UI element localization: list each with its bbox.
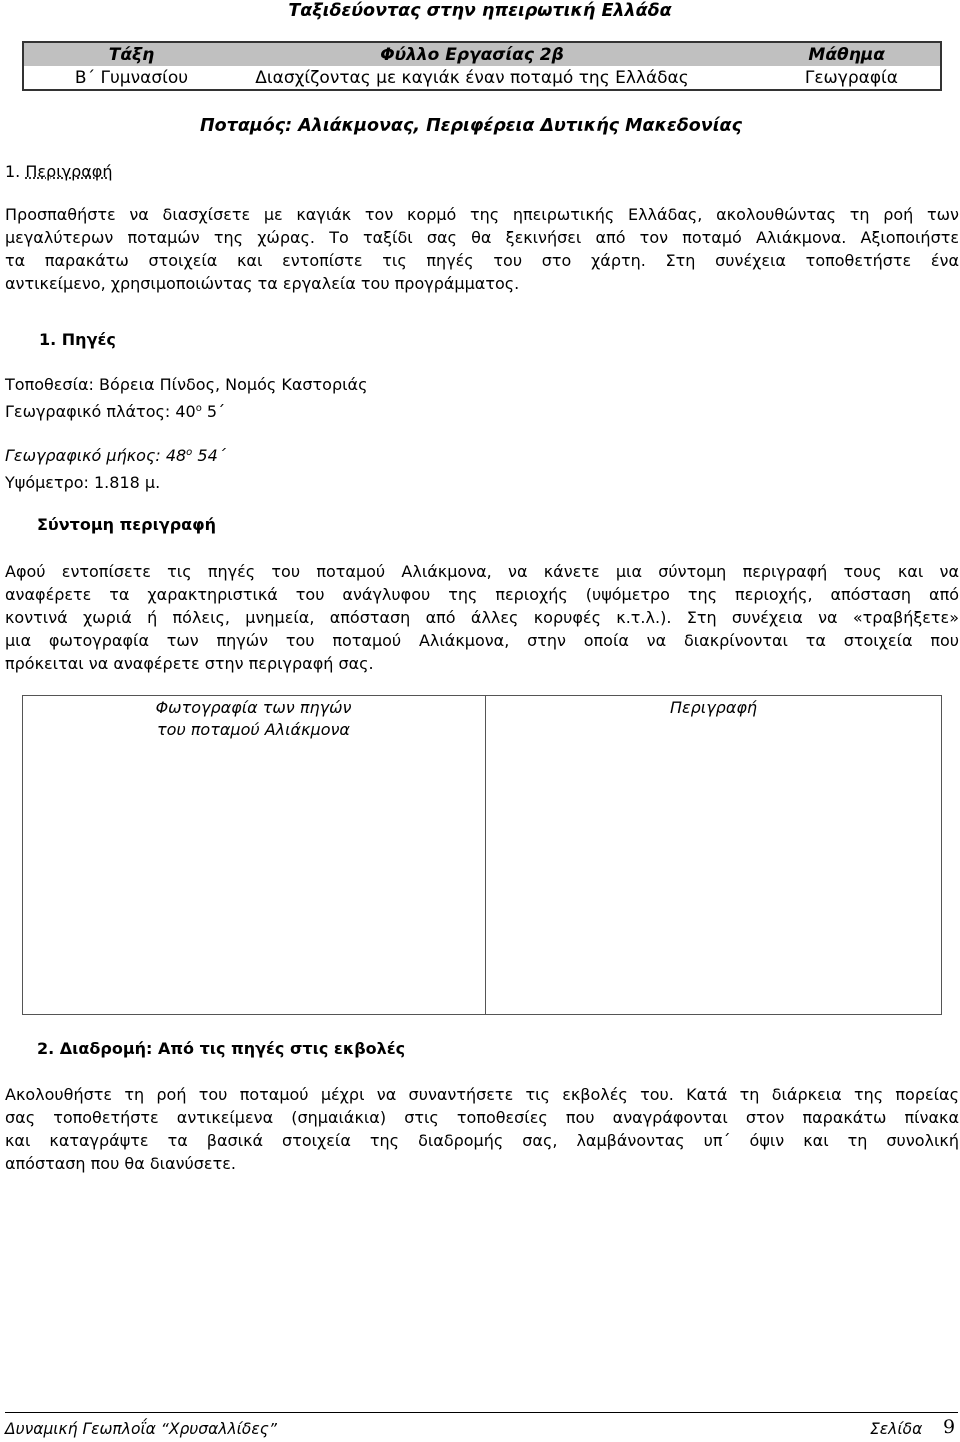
value-cell-worksheet: Διασχίζοντας με καγιάκ έναν ποταμό της Ελλάδας (255, 67, 689, 88)
altitude-text: Υψόμετρο: 1.818 μ. (5, 473, 161, 492)
footer-title: Δυναμική Γεωπλοΐα “Χρυσαλλίδες” (5, 1420, 277, 1438)
value-cell-class: Β΄ Γυμνασίου (74, 67, 189, 88)
table-divider (485, 695, 486, 1015)
river-title: Ποταμός: Αλιάκμονας, Περιφέρεια Δυτικής Μακεδονίας (200, 116, 742, 136)
photo-column-header (22, 697, 485, 741)
location-text: Τοποθεσία: Βόρεια Πίνδος, Νομός Καστοριάς (5, 375, 368, 394)
degree-sup: o (186, 447, 193, 458)
route-line: σας τοποθετήστε αντικείμενα (σημαιάκια) στις τοποθεσίες που αναγράφονται στον παρακάτω πίνακα (5, 1108, 959, 1127)
short-description-paragraph (5, 560, 959, 675)
task-line: κοντινά χωριά ή πόλεις, μνημεία, απόσταση από άλλες κορυφές κ.τ.λ.). Στη συνέχεια να «τραβήξετε» (5, 608, 959, 627)
route-title: Διαδρομή: Από τις πηγές στις εκβολές (59, 1039, 406, 1058)
latitude-label: Γεωγραφικό πλάτος: 40 (5, 402, 196, 421)
header-table-header-row (23, 42, 941, 66)
footer-page-number: 9 (943, 1416, 956, 1438)
footer-page-label: Σελίδα (870, 1420, 923, 1438)
photo-description-table (22, 695, 942, 1015)
longitude-text (5, 442, 226, 467)
header-table (22, 41, 942, 91)
route-line: απόσταση που θα διανύσετε. (5, 1154, 236, 1173)
task-line: αναφέρετε τα χαρακτηριστικά του ανάγλυφου της περιοχής (υψόμετρο της περιοχής, απόσταση από (5, 585, 959, 604)
route-heading (37, 1038, 405, 1060)
degree-sup: o (195, 403, 202, 414)
section-1-heading (5, 161, 112, 183)
header-cell-class: Τάξη (23, 42, 239, 66)
photo-header-line-1: Φωτογραφία των πηγών (155, 698, 352, 717)
route-line: Ακολουθήστε τη ροή του ποταμού μέχρι να συναντήσετε τις εκβολές του. Κατά τη διάρκεια της πορείας (5, 1085, 959, 1104)
route-line: και καταγράψτε τα βασικά στοιχεία της διαδρομής σας, λαμβάνοντας υπ΄ όψιν και τη συνολική (5, 1131, 959, 1150)
task-line: πρόκειται να αναφέρετε στην περιγραφή σας. (5, 654, 374, 673)
photo-header-line-2: του ποταμού Αλιάκμονα (157, 720, 350, 739)
header-cell-worksheet: Φύλλο Εργασίας 2β (239, 42, 705, 66)
description-column-header: Περιγραφή (669, 698, 758, 717)
section-1-title: Περιγραφή (25, 162, 113, 181)
document-title: Ταξιδεύοντας στην ηπειρωτική Ελλάδα (288, 1, 672, 21)
longitude-minutes: 54΄ (192, 446, 226, 465)
header-cell-subject: Μάθημα (705, 42, 941, 66)
value-cell-subject: Γεωγραφία (804, 67, 898, 88)
task-line: Αφού εντοπίσετε τις πηγές του ποταμού Αλιάκμονα, να κάνετε μια σύντομη περιγραφή τους και να (5, 562, 959, 581)
header-table-value-row (23, 66, 941, 90)
intro-line: αντικείμενο, χρησιμοποιώντας τα εργαλεία του προγράμματος. (5, 274, 520, 293)
short-description-heading: Σύντομη περιγραφή (37, 515, 217, 534)
footer-rule (5, 1412, 958, 1413)
intro-line: μεγαλύτερων ποταμών της χώρας. Το ταξίδι σας θα ξεκινήσει από τον ποταμό Αλιάκμονα. Αξιοποιήστε (5, 228, 959, 247)
section-1-number: 1. (5, 162, 21, 181)
longitude-label: Γεωγραφικό μήκος: 48 (5, 446, 187, 465)
sources-heading: 1. Πηγές (39, 330, 116, 349)
intro-line: τα παρακάτω στοιχεία και εντοπίστε τις πηγές του στο χάρτη. Στη συνέχεια τοποθετήστε ένα (5, 251, 959, 270)
task-line: μια φωτογραφία των πηγών του ποταμού Αλιάκμονα, στην οποία να διακρίνονται τα στοιχεία που (5, 631, 959, 650)
latitude-text (5, 398, 225, 423)
latitude-minutes: 5΄ (201, 402, 226, 421)
route-number: 2. (37, 1039, 60, 1058)
intro-paragraph (5, 203, 959, 295)
intro-line: Προσπαθήστε να διασχίσετε με καγιάκ τον κορμό της ηπειρωτικής Ελλάδας, ακολουθώντας τη ροή των (5, 205, 959, 224)
route-paragraph (5, 1083, 959, 1175)
